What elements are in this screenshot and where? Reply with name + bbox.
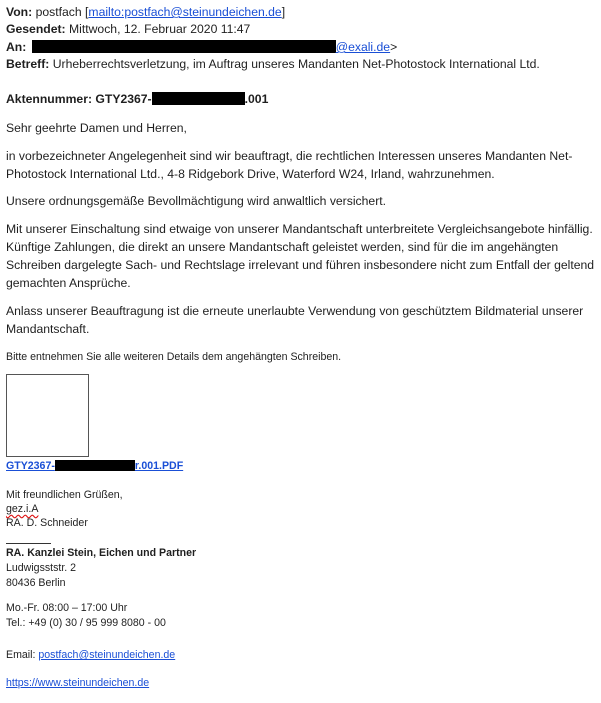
file-number-prefix: Aktennummer: GTY2367- [6,92,152,106]
email-label: Email: [6,649,36,661]
attachment-thumbnail[interactable] [6,374,89,457]
subject-label: Betreff: [6,57,50,71]
website-line [6,676,149,690]
attachment-name-suffix[interactable]: r.001.PDF [134,460,184,472]
attachment-name-prefix[interactable]: GTY2367- [6,460,55,472]
firm-street: Ludwigsststr. 2 [6,562,77,574]
from-name: postfach [35,5,82,19]
office-hours: Mo.-Fr. 08:00 – 17:00 Uhr [6,602,128,614]
to-line [6,40,397,55]
closing: Mit freundlichen Grüßen, [6,489,123,501]
to-redaction [32,40,336,53]
firm-name: RA. Kanzlei Stein, Eichen und Partner [6,547,197,559]
from-mailto-link[interactable]: mailto:postfach@steinundeichen.de [88,5,282,19]
signature-divider [6,543,51,544]
to-label: An: [6,40,27,54]
paragraph-4: Anlass unserer Beauftragung ist die erneute unerlaubte Verwendung von geschütztem Bildmaterial unserer Mandantschaft. [6,304,584,336]
sent-line [6,22,250,37]
firm-city: 80436 Berlin [6,577,66,589]
to-close: > [390,40,398,54]
signature-gez [6,502,38,516]
email-line [6,648,175,662]
file-number-suffix: .001 [244,92,269,106]
email-link[interactable]: postfach@steinundeichen.de [38,649,176,661]
phone: Tel.: +49 (0) 30 / 95 999 8080 - 00 [6,617,166,629]
signature-gez-text: gez.i.A [6,503,39,515]
to-address-link[interactable]: @exali.de [335,40,391,54]
details-note: Bitte entnehmen Sie alle weiteren Details dem angehängten Schreiben. [6,351,342,363]
from-label: Von: [6,5,33,19]
paragraph-1: in vorbezeichneter Angelegenheit sind wir beauftragt, die rechtlichen Interessen unseres Mandanten Net-Photostock International Ltd., 4-8 Ridgebork Drive, Waterford W24, Irland, wahrzunehmen. [6,149,573,181]
from-bracket-open: [ [85,5,89,19]
file-number-redaction [152,92,245,105]
subject-value: Urheberrechtsverletzung, im Auftrag unseres Mandanten Net-Photostock International Ltd. [52,57,540,71]
greeting: Sehr geehrte Damen und Herren, [6,121,187,135]
subject-line [6,57,540,72]
website-link[interactable]: https://www.steinundeichen.de [6,677,150,689]
file-number [6,92,268,107]
attachment-link[interactable] [6,459,183,473]
paragraph-2: Unsere ordnungsgemäße Bevollmächtigung wird anwaltlich versichert. [6,194,387,208]
sent-value: Mittwoch, 12. Februar 2020 11:47 [69,22,251,36]
signature-name: RA. D. Schneider [6,517,88,529]
from-bracket-close: ] [281,5,286,19]
attachment-name-redaction [55,460,135,471]
paragraph-3: Mit unserer Einschaltung sind etwaige von unserer Mandantschaft unterbreitete Vergleichsangebote hinfällig. Künftige Zahlungen, die direkt an unsere Mandantschaft geleistet werden, sind für die im angehängten Schreiben dargelegte Sach- und Rechtslage irrelevant und führen insbesondere nicht zum Entfall der geltend gemachten Ansprüche. [6,222,595,290]
sent-label: Gesendet: [6,22,66,36]
from-line [6,5,285,20]
